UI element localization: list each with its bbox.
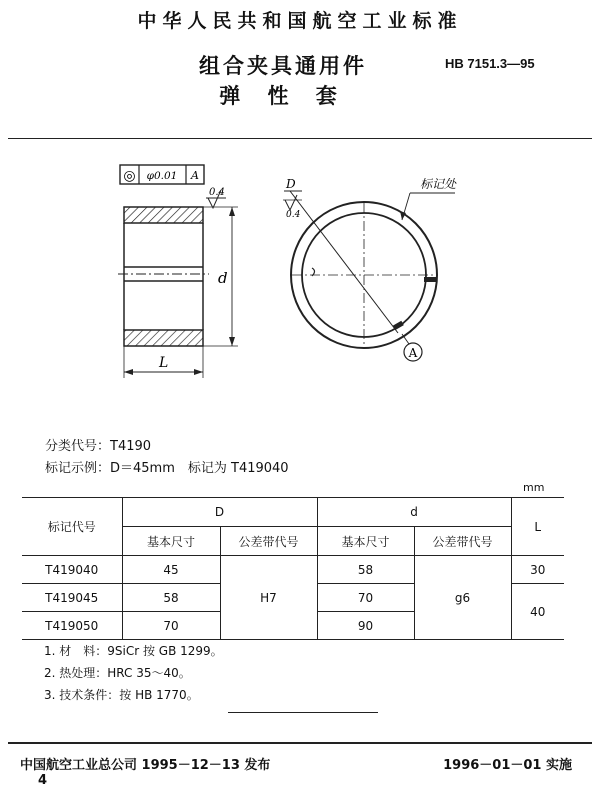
table-row <box>22 556 564 584</box>
note-technical-conditions: 3. 技术条件：按 HB 1770。 <box>44 688 199 702</box>
header-rule <box>8 138 592 139</box>
header-tolerance-D: 公差带代号 <box>220 527 317 556</box>
cell-D: 58 <box>122 584 220 612</box>
cell-L: 40 <box>511 584 564 640</box>
header-basic-size-d: 基本尺寸 <box>317 527 414 556</box>
technical-drawing <box>0 150 600 390</box>
header-tolerance-d: 公差带代号 <box>414 527 511 556</box>
front-view <box>283 177 458 361</box>
concentricity-symbol-icon: ◎ <box>123 168 136 184</box>
header-group-D: D <box>122 498 317 527</box>
effective-date: 1996－01－01 实施 <box>443 758 572 773</box>
standard-header: 中华人民共和国航空工业标准 <box>137 10 463 32</box>
note-heat-treatment: 2. 热处理：HRC 35～40。 <box>44 666 191 680</box>
roughness-value-front: 0.4 <box>286 210 301 220</box>
notes-end-rule <box>228 712 378 713</box>
header-basic-size-D: 基本尺寸 <box>122 527 220 556</box>
header-group-d: d <box>317 498 511 527</box>
cell-d: 70 <box>317 584 414 612</box>
marking-example: 标记示例：D＝45mm 标记为 T419040 <box>45 461 289 476</box>
side-section-view <box>118 187 238 378</box>
unit-label: mm <box>523 481 545 494</box>
cell-D: 70 <box>122 612 220 640</box>
spec-table <box>22 497 564 640</box>
dimension-d: d <box>218 269 228 287</box>
datum-bubble-label: A <box>408 346 418 360</box>
tolerance-datum: A <box>191 169 199 182</box>
dimension-D: D <box>286 177 296 191</box>
tolerance-frame <box>120 165 204 184</box>
page-number: 4 <box>38 773 48 788</box>
cell-D: 45 <box>122 556 220 584</box>
cell-d: 90 <box>317 612 414 640</box>
cell-L: 30 <box>511 556 564 584</box>
roughness-value-side: 0.4 <box>209 187 225 198</box>
tolerance-value: φ0.01 <box>146 170 178 182</box>
cell-d: 58 <box>317 556 414 584</box>
cell-tolerance-D: H7 <box>220 556 317 640</box>
cell-tolerance-d: g6 <box>414 556 511 640</box>
note-material: 1. 材 料：9SiCr 按 GB 1299。 <box>44 644 223 658</box>
standard-code: HB 7151.3—95 <box>445 56 535 71</box>
document-title-line1: 组合夹具通用件 <box>199 54 367 78</box>
dimension-L: L <box>159 355 169 371</box>
issuer-line: 中国航空工业总公司 1995－12－13 发布 <box>20 758 271 773</box>
header-mark-code: 标记代号 <box>22 498 122 556</box>
cell-code: T419045 <box>22 584 122 612</box>
cell-code: T419040 <box>22 556 122 584</box>
header-L: L <box>511 498 564 556</box>
classification-code: 分类代号：T4190 <box>45 439 152 454</box>
cell-code: T419050 <box>22 612 122 640</box>
footer-rule <box>8 742 592 744</box>
document-title-line2: 弹 性 套 <box>219 84 347 108</box>
mark-location-label: 标记处 <box>420 177 457 191</box>
